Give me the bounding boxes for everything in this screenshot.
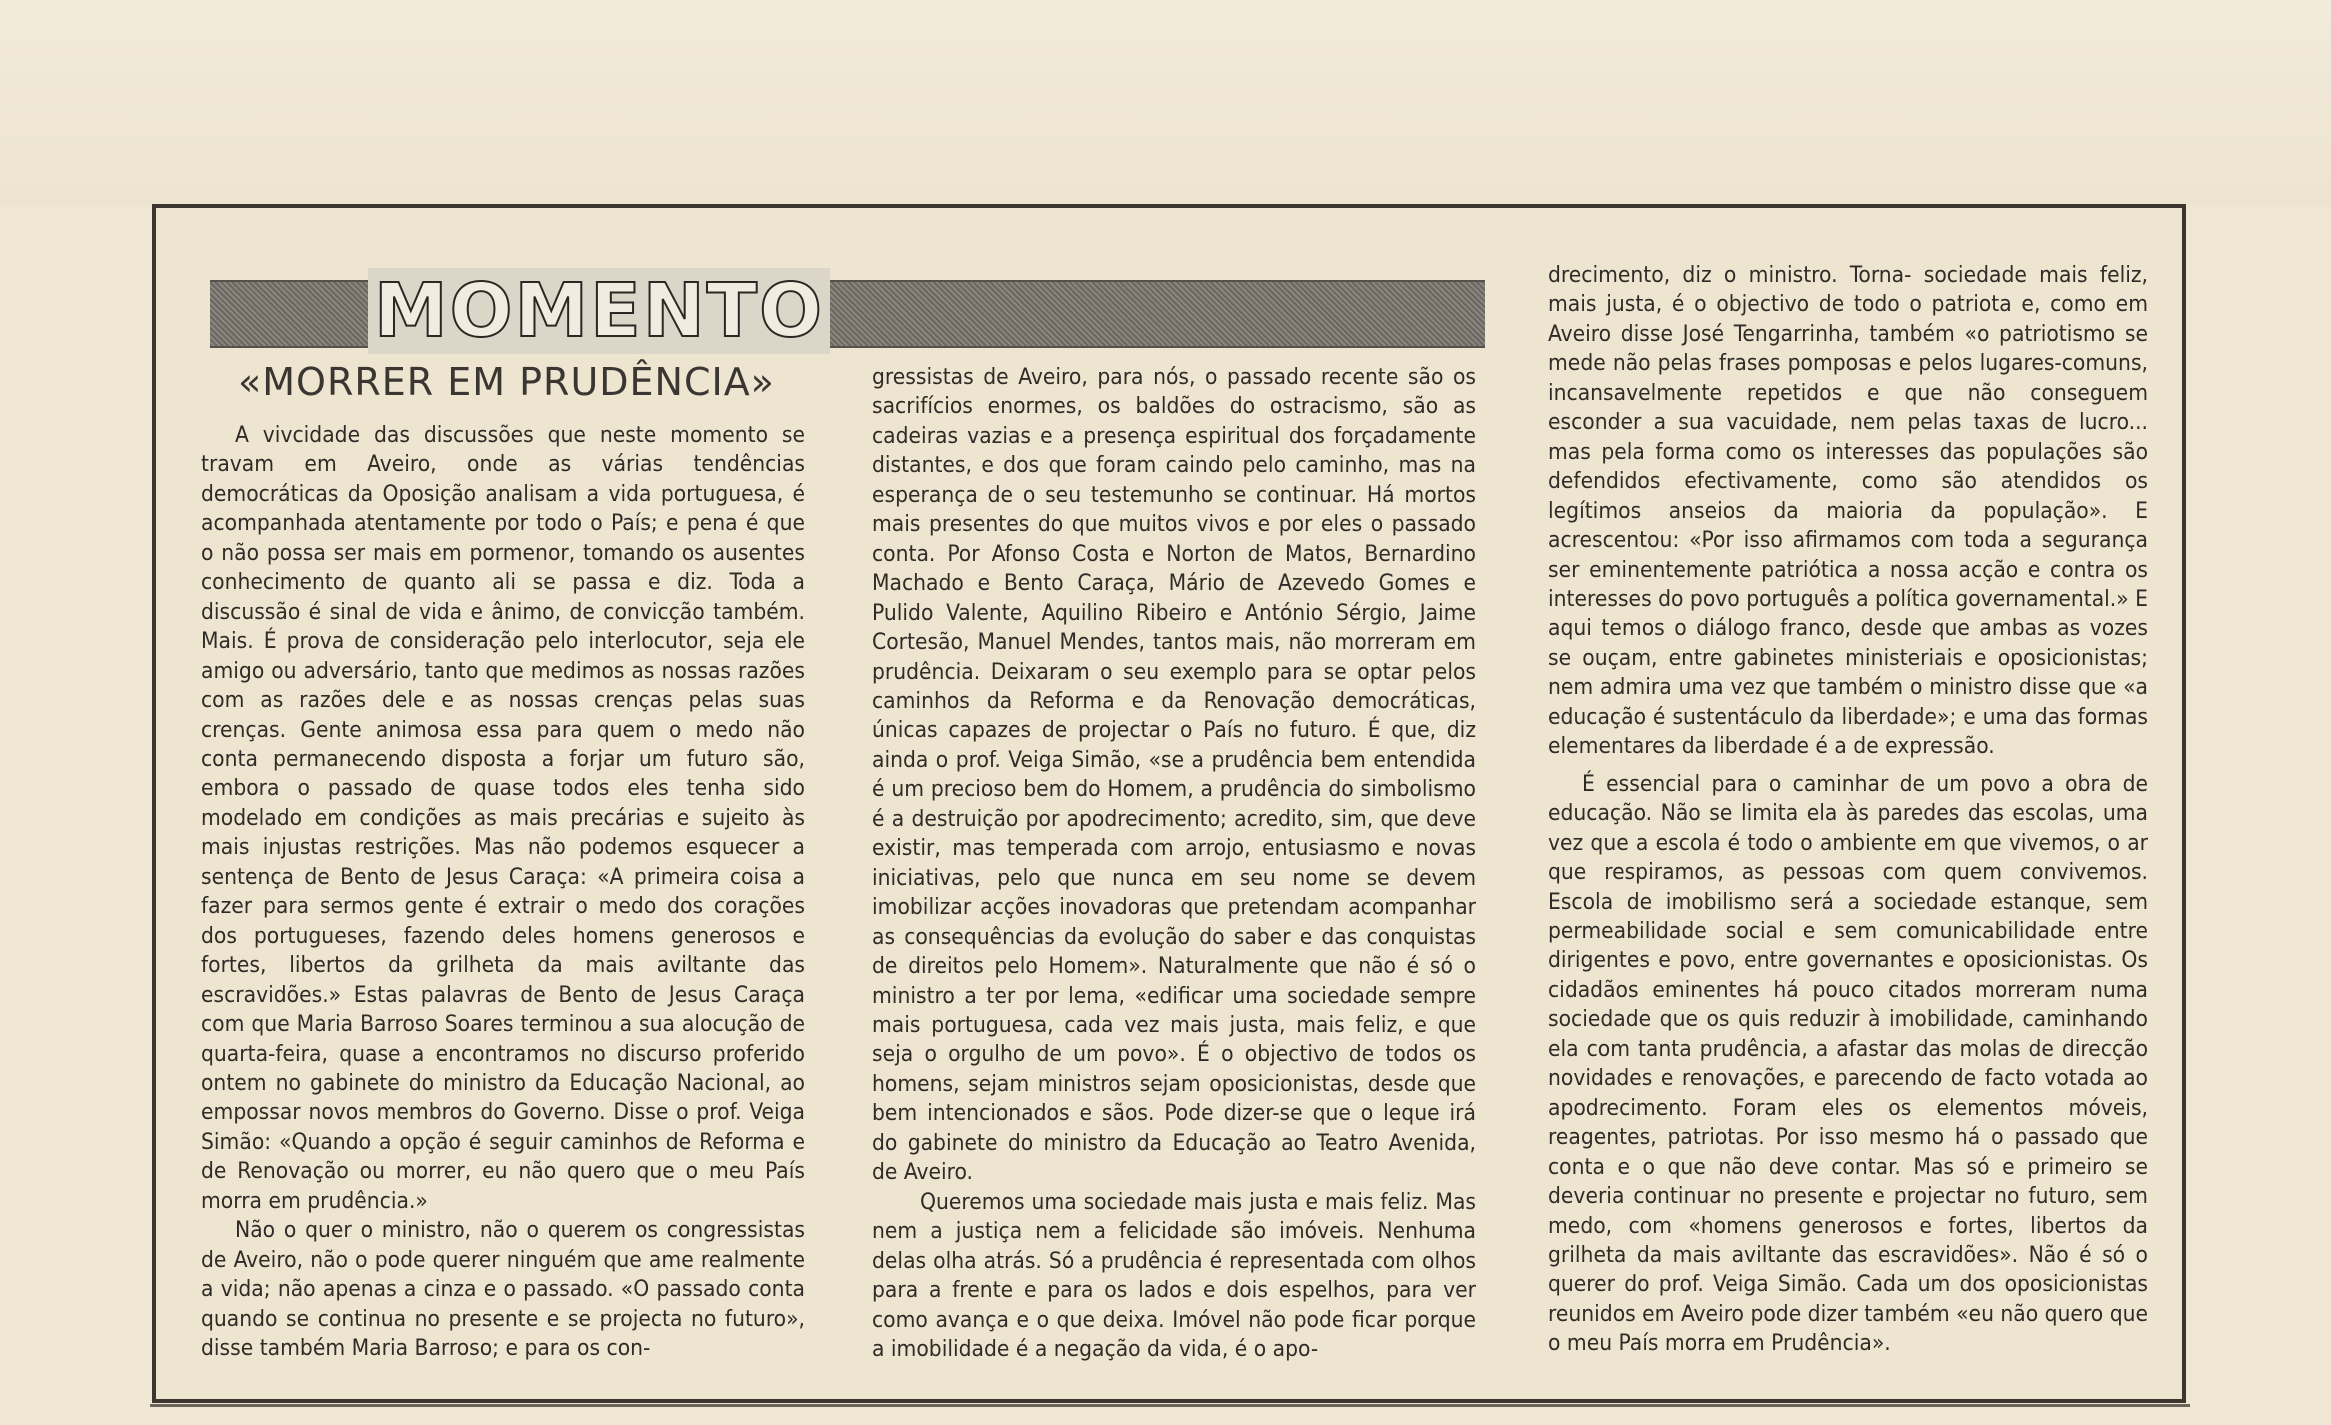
paragraph: drecimento, diz o ministro. Torna- sociedade mais feliz, mais justa, é o objectivo de todo o patriota e, como em Aveiro disse José Tengarrinha, também «o patriotismo se mede não pelas frases pomposas e pelos lugares-comuns, incansavelmente repetidos e que não conseguem esconder a sua vacuidade, nem pelas taxas de lucro... mas pela forma como os interesses das populações são defendidos efectivamente, como são atendidos os legítimos anseios da maioria da população». E acrescentou: «Por isso afirmamos com toda a segurança ser eminentemente patriótica a nossa acção e contra os interesses do povo português a política governamental.» E aqui temos o diálogo franco, desde que ambas as vozes se ouçam, entre gabinetes ministeriais e oposicionistas; nem admira uma vez que também o ministro disse que «a educação é sustentáculo da liberdade»; e uma das formas elementares da liberdade é a de expressão. [1548, 262, 2148, 760]
column-1 [201, 421, 805, 1364]
paragraph: É essencial para o caminhar de um povo a obra de educação. Não se limita ela às paredes das escolas, uma vez que a escola é todo o ambiente em que vivemos, o ar que respiramos, as pessoas com quem convivemos. Escola de imobilismo será a sociedade estanque, sem permeabilidade social e sem comunicabilidade entre dirigentes e povo, entre governantes e oposicionistas. Os cidadãos eminentes há pouco citados morreram numa sociedade que os quis reduzir à imobilidade, caminhando ela com tanta prudência, a afastar das molas de direcção novidades e renovações, e parecendo de facto votada ao apodrecimento. Foram eles os elementos móveis, reagentes, patriotas. Por isso mesmo há o passado que conta e o que não deve contar. Mas só e primeiro se deveria continuar no presente e projectar no futuro, sem medo, com «homens generosos e fortes, libertos da grilheta da mais aviltante das escravidões». Não é só o querer do prof. Veiga Simão. Cada um dos oposicionistas reunidos em Aveiro pode dizer também «eu não quero que o meu País morra em Prudência». [1548, 770, 2148, 1357]
paragraph: gressistas de Aveiro, para nós, o passado recente são os sacrifícios enormes, os baldões do ostracismo, são as cadeiras vazias e a presença espiritual dos forçadamente distantes, e dos que foram caindo pelo caminho, mas na esperança de o seu testemunho se continuar. Há mortos mais presentes do que muitos vivos e por eles o passado conta. Por Afonso Costa e Norton de Matos, Bernardino Machado e Bento Caraça, Mário de Azevedo Gomes e Pulido Valente, Aquilino Ribeiro e António Sérgio, Jaime Cortesão, Manuel Mendes, tantos mais, não morreram em prudência. Deixaram o seu exemplo para se optar pelos caminhos da Reforma e da Renovação democráticas, únicas capazes de projectar o País no futuro. É que, diz ainda o prof. Veiga Simão, «se a prudência bem entendida é um precioso bem do Homem, a prudência do simbolismo é a destruição por apodrecimento; acredito, sim, que deve existir, mas temperada com arrojo, entusiasmo e novas iniciativas, pelo que nunca em seu nome se devem imobilizar acções inovadoras que pretendam acompanhar as consequências da evolução do saber e das conquistas de direitos pelo Homem». Naturalmente que não é só o ministro a ter por lema, «edificar uma sociedade sempre mais portuguesa, cada vez mais justa, mais feliz, e que seja o orgulho de um povo». É o objectivo de todos os homens, sejam ministros sejam oposicionistas, desde que bem intencionados e sãos. Pode dizer-se que o leque irá do gabinete do ministro da Educação ao Teatro Avenida, de Aveiro. [872, 364, 1476, 1186]
section-title: MOMENTO [368, 268, 830, 354]
column-3 [1548, 261, 2148, 1359]
bottom-rule [150, 1404, 2190, 1407]
paragraph: Queremos uma sociedade mais justa e mais feliz. Mas nem a justiça nem a felicidade são imóveis. Nenhuma delas olha atrás. Só a prudência é representada com olhos para a frente e para os lados e dois espelhos, para ver como avança e o que deixa. Imóvel não pode ficar porque a imobilidade é a negação da vida, é o apo- [872, 1188, 1476, 1362]
column-2 [872, 363, 1476, 1364]
paragraph: Não o quer o ministro, não o querem os congressistas de Aveiro, não o pode querer ninguém que ame realmente a vida; não apenas a cinza e o passado. «O passado conta quando se continua no presente e se projecta no futuro», disse também Maria Barroso; e para os con- [201, 1217, 805, 1362]
paragraph: A vivcidade das discussões que neste momento se travam em Aveiro, onde as várias tendências democráticas da Oposição analisam a vida portuguesa, é acompanhada atentamente por todo o País; e pena é que o não possa ser mais em pormenor, tomando os ausentes conhecimento de quanto ali se passa e diz. Toda a discussão é sinal de vida e ânimo, de convicção também. Mais. É prova de consideração pelo interlocutor, seja ele amigo ou adversário, tanto que medimos as nossas razões com as razões dele e as nossas crenças pelas suas crenças. Gente animosa essa para quem o medo não conta permanecendo disposta a forjar um futuro são, embora o passado de quase todos eles tenha sido modelado em condições as mais precárias e sujeito às mais injustas restrições. Mas não podemos esquecer a sentença de Bento de Jesus Caraça: «A primeira coisa a fazer para sermos gente é extrair o medo dos corações dos portugueses, fazendo deles homens generosos e fortes, libertos da grilheta da mais aviltante das escravidões.» Estas palavras de Bento de Jesus Caraça com que Maria Barroso Soares terminou a sua alocução de quarta-feira, quase a encontramos no discurso proferido ontem no gabinete do ministro da Educação Nacional, ao empossar novos membros do Governo. Disse o prof. Veiga Simão: «Quando a opção é seguir caminhos de Reforma e de Renovação ou morrer, eu não quero que o meu País morra em prudência.» [201, 422, 805, 1214]
paper-background [0, 0, 2331, 205]
article-headline: «MORRER EM PRUDÊNCIA» [238, 360, 775, 404]
